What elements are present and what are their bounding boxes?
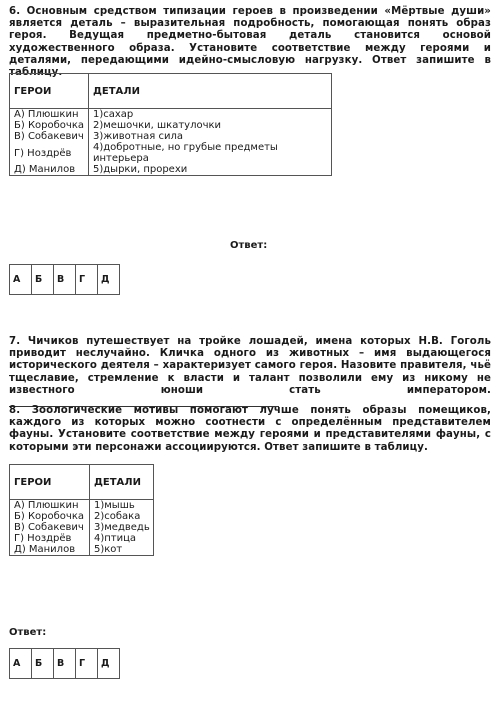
task-6-matching-table	[9, 73, 332, 176]
hero-cell: В) Собакевич	[10, 522, 90, 533]
hero-cell: В) Собакевич	[10, 131, 89, 142]
hero-cell: А) Плюшкин	[10, 109, 89, 121]
task-6-text: 6. Основным средством типизации героев в произведении «Мёртвые души» является деталь – выразительная подробность, помогающая понять образ героя. Ведущая предметно-бытовая деталь становится основой художественного образа. Установите соответствие между героями и деталями, передающими идейно-смысловую нагрузку. Ответ запишите в таблицу.	[9, 6, 491, 79]
answer-cell-g[interactable]: Г	[76, 649, 98, 679]
detail-cell: 4)птица	[90, 533, 154, 544]
task-8-answer-label: Ответ:	[9, 627, 47, 638]
detail-cell: 1)мышь	[90, 500, 154, 512]
heroes-header: ГЕРОИ	[10, 74, 89, 109]
detail-cell: 5)дырки, прорехи	[89, 164, 332, 176]
hero-cell: Б) Коробочка	[10, 511, 90, 522]
answer-cell-d[interactable]: Д	[98, 649, 120, 679]
answer-cell-g[interactable]: Г	[76, 265, 98, 295]
task-8-answer-table	[9, 648, 120, 679]
answer-cell-b[interactable]: Б	[32, 649, 54, 679]
detail-cell: 2)мешочки, шкатулочки	[89, 120, 332, 131]
hero-cell: Г) Ноздрёв	[10, 142, 89, 164]
answer-cell-a[interactable]: А	[10, 265, 32, 295]
hero-cell: Г) Ноздрёв	[10, 533, 90, 544]
answer-cell-v[interactable]: В	[54, 649, 76, 679]
heroes-header: ГЕРОИ	[10, 465, 90, 500]
details-header: ДЕТАЛИ	[90, 465, 154, 500]
task-8-matching-table	[9, 464, 154, 556]
answer-cell-a[interactable]: А	[10, 649, 32, 679]
answer-cell-v[interactable]: В	[54, 265, 76, 295]
hero-cell: Д) Манилов	[10, 544, 90, 556]
details-header: ДЕТАЛИ	[89, 74, 332, 109]
hero-cell: Д) Манилов	[10, 164, 89, 176]
task-7-text	[9, 336, 491, 411]
task-6-answer-table	[9, 264, 120, 295]
task-6-answer-label: Ответ:	[230, 240, 268, 251]
hero-cell: Б) Коробочка	[10, 120, 89, 131]
detail-cell: 4)добротные, но грубые предметы интерьера	[89, 142, 332, 164]
detail-cell: 1)сахар	[89, 109, 332, 121]
detail-cell: 2)собака	[90, 511, 154, 522]
detail-cell: 5)кот	[90, 544, 154, 556]
task-8-text: 8. Зоологические мотивы помогают лучше понять образы помещиков, каждого из которых можно соотнести с определённым представителем фауны. Установите соответствие между героями и представителями фауны, с которыми эти персонажи ассоциируются. Ответ запишите в таблицу.	[9, 405, 491, 453]
answer-cell-b[interactable]: Б	[32, 265, 54, 295]
hero-cell: А) Плюшкин	[10, 500, 90, 512]
detail-cell: 3)животная сила	[89, 131, 332, 142]
answer-cell-d[interactable]: Д	[98, 265, 120, 295]
detail-cell: 3)медведь	[90, 522, 154, 533]
task-7-question: 7. Чичиков путешествует на тройке лошадей, имена которых Н.В. Гоголь приводит неслучайно. Кличка одного из животных – имя выдающегося исторического деятеля – характеризует самого героя. Назовите правителя, чьё тщеславие, стремление к власти и талант позволили ему из никому не известного юноши стать императором.	[9, 336, 491, 396]
